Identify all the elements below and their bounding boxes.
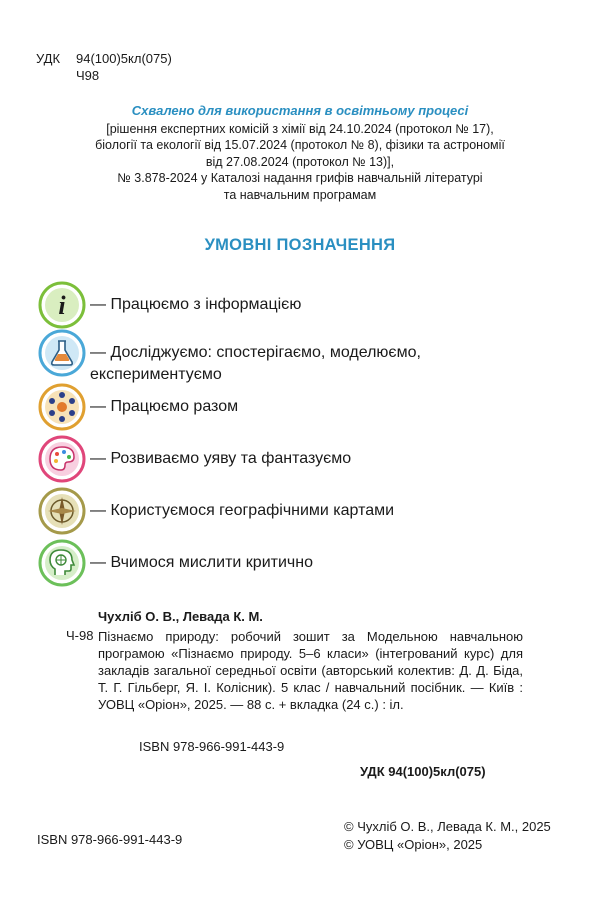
copyright-block <box>344 818 551 854</box>
legend-item-maps <box>38 487 558 535</box>
copyright-authors: © Чухліб О. В., Левада К. М., 2025 <box>344 819 551 834</box>
approval-line: № 3.878-2024 у Каталозі надання грифів навчальній літературі <box>117 171 483 185</box>
legend-text: — Користуємося географічними картами <box>90 502 395 519</box>
footer-isbn: ISBN 978-966-991-443-9 <box>37 832 183 847</box>
flask-icon <box>38 329 86 377</box>
approval-line: та навчальним програмам <box>223 187 377 202</box>
biblio-authors: Чухліб О. В., Левада К. М. <box>98 609 263 624</box>
legend-text: — Вчимося мислити критично <box>90 554 313 571</box>
author-mark: Ч98 <box>76 68 100 83</box>
head-brain-icon <box>38 539 86 587</box>
udk-code: 94(100)5кл(075) <box>76 51 172 66</box>
compass-icon <box>38 487 86 535</box>
legend-text: — Працюємо з інформацією <box>90 296 302 313</box>
biblio-description: Пізнаємо природу: робочий зошит за Модельною навчальною програмою «Пізнаємо природу. 5–6 класи» (інтегрований курс) для закладів загальної середньої освіти (авторський колектив: Д. Д. Біда, Т. Г. Гільберг, Я. І. Колісник). 5 клас / навчальний посібник. — Київ : УОВЦ «Оріон», 2025. — 88 с. + вкладка (24 с.) : іл. <box>98 629 523 712</box>
legend-item-critical-thinking <box>38 539 558 587</box>
approval-line: від 27.08.2024 (протокол № 13)], <box>205 154 395 169</box>
biblio-udk: УДК 94(100)5кл(075) <box>360 764 486 779</box>
teamwork-icon <box>38 383 86 431</box>
approval-heading: Схвалено для використання в освітньому процесі <box>131 103 469 118</box>
svg-text:i: i <box>58 291 66 320</box>
legend-item-teamwork <box>38 383 558 431</box>
approval-block <box>40 103 560 203</box>
approval-line: біології та екології від 15.07.2024 (протокол № 8), фізики та астрономії <box>95 138 505 152</box>
legend-item-research <box>38 329 558 383</box>
biblio-code: Ч-98 <box>66 628 94 643</box>
information-icon <box>38 281 86 329</box>
legend-text: — Досліджуємо: спостерігаємо, моделюємо, експериментуємо <box>90 344 421 383</box>
legend-item-imagination <box>38 435 558 483</box>
legend-item-information <box>38 281 558 329</box>
palette-icon <box>38 435 86 483</box>
biblio-isbn: ISBN 978-966-991-443-9 <box>139 739 285 754</box>
legend-text: — Розвиваємо уяву та фантазуємо <box>90 450 352 467</box>
approval-line: [рішення експертних комісій з хімії від 24.10.2024 (протокол № 17), <box>106 121 494 136</box>
legend-text: — Працюємо разом <box>90 398 239 415</box>
legend-title: УМОВНІ ПОЗНАЧЕННЯ <box>204 236 396 254</box>
copyright-publisher: © УОВЦ «Оріон», 2025 <box>344 837 483 852</box>
udk-label: УДК <box>36 51 61 66</box>
udk-block <box>36 50 172 84</box>
